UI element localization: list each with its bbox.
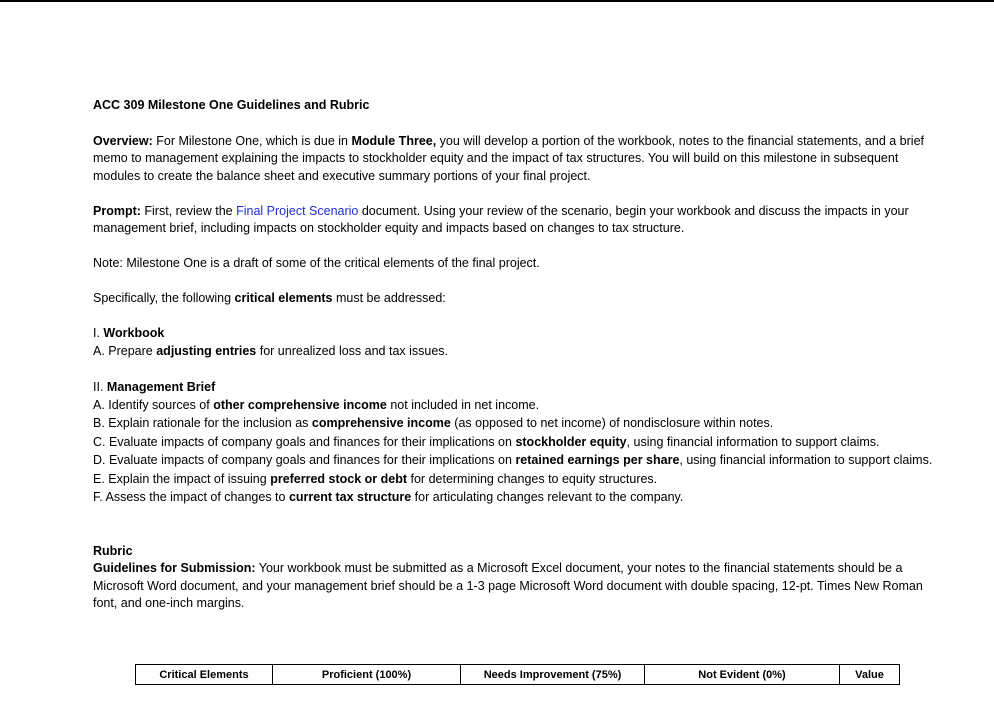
list-item-text: not included in net income. <box>386 397 540 412</box>
rubric-table <box>135 664 900 685</box>
specifically-critical-elements: critical elements <box>234 291 333 305</box>
header-critical-elements: Critical Elements <box>136 665 273 685</box>
document-title: ACC 309 Milestone One Guidelines and Rubric <box>93 98 370 112</box>
list-item-text: F. Assess the impact of changes to <box>93 490 289 504</box>
list-item-text: , using financial information to support claims. <box>679 453 933 467</box>
list-item <box>93 343 938 361</box>
list-item <box>93 397 938 415</box>
submission-guidelines <box>93 560 938 613</box>
page-top-border <box>0 0 994 2</box>
list-item-bold: other comprehensive income <box>213 397 387 412</box>
prompt-text-2: document. Using your review of the scenario, begin your workbook and discuss the impacts in your management brief, including impacts on stockholder equity and impacts based on changes to tax structure. <box>93 203 909 235</box>
list-item-bold: retained earnings per share <box>515 453 680 467</box>
list-item <box>93 434 938 452</box>
section-management-brief-heading <box>93 379 938 397</box>
section-brief-title: Management Brief <box>106 380 216 394</box>
header-proficient: Proficient (100%) <box>273 665 461 685</box>
prompt-text-1: First, review the <box>140 203 237 218</box>
specifically-text-1: Specifically, the following <box>93 291 235 305</box>
list-item-text: A. Prepare <box>93 343 157 358</box>
list-item-text: for determining changes to equity structures. <box>407 471 658 486</box>
specifically-text-2: must be addressed: <box>332 291 446 305</box>
list-item-bold: stockholder equity <box>515 434 627 449</box>
note-paragraph: Note: Milestone One is a draft of some of the critical elements of the final project. <box>93 256 540 270</box>
list-item-text: B. Explain rationale for the inclusion as <box>93 416 312 430</box>
list-item-text: C. Evaluate impacts of company goals and finances for their implications on <box>93 434 516 449</box>
list-item-text: D. Evaluate impacts of company goals and finances for their implications on <box>93 453 516 467</box>
prompt-label: Prompt: <box>93 203 141 218</box>
list-item-bold: preferred stock or debt <box>270 471 408 486</box>
list-item-text: , using financial information to support claims. <box>626 434 880 449</box>
header-value: Value <box>840 665 900 685</box>
overview-label: Overview: <box>93 133 153 148</box>
overview-module-three: Module Three, <box>351 133 437 148</box>
header-not-evident: Not Evident (0%) <box>645 665 840 685</box>
list-item-bold: comprehensive income <box>311 416 451 430</box>
list-item-text: for unrealized loss and tax issues. <box>256 343 449 358</box>
workbook-list <box>93 343 938 361</box>
list-item-text: for articulating changes relevant to the company. <box>411 490 684 504</box>
section-workbook-heading <box>93 325 938 343</box>
list-item-bold: adjusting entries <box>156 343 257 358</box>
prompt-paragraph <box>93 203 938 238</box>
list-item-bold: current tax structure <box>288 490 412 504</box>
section-workbook-title: Workbook <box>103 326 165 340</box>
rubric-heading <box>93 543 938 561</box>
section-brief-numeral: II. <box>93 380 107 394</box>
document-body <box>93 97 938 613</box>
rubric-title: Rubric <box>93 543 133 558</box>
overview-paragraph <box>93 133 938 186</box>
list-item-text: A. Identify sources of <box>93 397 214 412</box>
list-item <box>93 489 938 507</box>
list-item-text: E. Explain the impact of issuing <box>93 471 271 486</box>
list-item <box>93 415 938 433</box>
list-item-text: (as opposed to net income) of nondisclosure within notes. <box>450 416 774 430</box>
list-item <box>93 452 938 470</box>
rubric-header-row <box>136 665 900 685</box>
header-needs-improvement: Needs Improvement (75%) <box>461 665 645 685</box>
specifically-paragraph <box>93 290 938 308</box>
overview-text-2: you will develop a portion of the workbook, notes to the financial statements, and a brief memo to management explaining the impacts to stockholder equity and the impact of tax structures. You will build on this milestone in subsequent modules to create the balance sheet and executive summary portions of your final project. <box>93 133 924 183</box>
guidelines-text: Your workbook must be submitted as a Microsoft Excel document, your notes to the financial statements should be a Microsoft Word document, and your management brief should be a 1-3 page Microsoft Word document with double spacing, 12-pt. Times New Roman font, and one-inch margins. <box>93 561 923 610</box>
guidelines-label: Guidelines for Submission: <box>93 561 256 575</box>
final-project-scenario-link[interactable]: Final Project Scenario <box>236 203 359 218</box>
management-brief-list <box>93 397 938 507</box>
list-item <box>93 471 938 489</box>
section-workbook-numeral: I. <box>93 326 104 340</box>
overview-text-1: For Milestone One, which is due in <box>152 133 352 148</box>
